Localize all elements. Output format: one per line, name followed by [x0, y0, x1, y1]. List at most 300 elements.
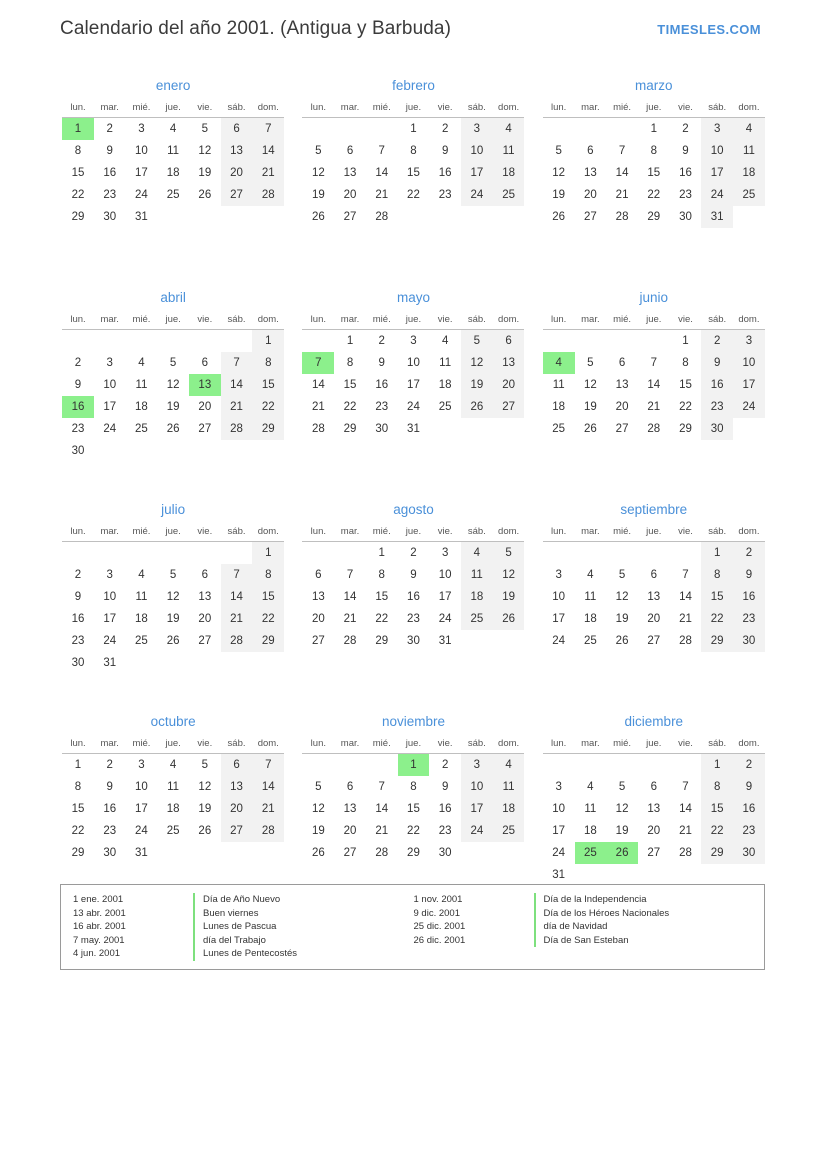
- day-cell[interactable]: 20: [343, 189, 357, 201]
- day-cell[interactable]: 23: [103, 189, 117, 201]
- day-cell[interactable]: 23: [733, 608, 765, 630]
- day-cell[interactable]: 27: [343, 211, 357, 223]
- day-cell[interactable]: 6: [650, 781, 657, 793]
- day-cell[interactable]: 14: [615, 167, 629, 179]
- day-cell[interactable]: 20: [198, 401, 212, 413]
- day-cell[interactable]: 4: [493, 754, 525, 777]
- day-cell[interactable]: 26: [552, 211, 566, 223]
- day-cell[interactable]: 31: [135, 211, 148, 223]
- day-cell[interactable]: 28: [343, 635, 357, 647]
- day-cell[interactable]: 30: [103, 211, 117, 223]
- day-cell[interactable]: 7: [221, 352, 253, 374]
- day-cell[interactable]: 31: [407, 423, 420, 435]
- day-cell[interactable]: 1: [650, 123, 657, 135]
- day-cell[interactable]: 22: [343, 401, 357, 413]
- day-cell-holiday[interactable]: 9: [733, 776, 765, 798]
- day-cell[interactable]: 14: [375, 803, 389, 815]
- day-cell[interactable]: 21: [311, 401, 325, 413]
- day-cell[interactable]: 7: [682, 781, 689, 793]
- day-cell[interactable]: 26: [166, 635, 180, 647]
- day-cell[interactable]: 23: [71, 423, 85, 435]
- day-cell[interactable]: 16: [375, 379, 389, 391]
- day-cell[interactable]: 3: [461, 118, 493, 141]
- day-cell[interactable]: 8: [346, 357, 354, 369]
- day-cell[interactable]: 20: [647, 825, 661, 837]
- day-cell[interactable]: 2: [701, 330, 733, 353]
- day-cell[interactable]: 2: [106, 759, 113, 771]
- day-cell[interactable]: 19: [166, 613, 180, 625]
- day-cell[interactable]: 9: [410, 569, 417, 581]
- day-cell[interactable]: 4: [138, 569, 145, 581]
- day-cell[interactable]: 18: [461, 586, 493, 608]
- day-cell[interactable]: 22: [71, 189, 85, 201]
- day-cell[interactable]: 2: [410, 547, 417, 559]
- day-cell[interactable]: 18: [493, 798, 525, 820]
- day-cell[interactable]: 26: [583, 423, 597, 435]
- day-cell[interactable]: 19: [311, 825, 325, 837]
- day-cell[interactable]: 21: [343, 613, 357, 625]
- day-cell[interactable]: 19: [311, 189, 325, 201]
- day-cell[interactable]: 29: [252, 418, 284, 440]
- day-cell[interactable]: 10: [135, 781, 148, 793]
- day-cell[interactable]: 3: [555, 781, 562, 793]
- day-cell[interactable]: 28: [252, 184, 284, 206]
- day-cell[interactable]: 15: [343, 379, 357, 391]
- day-cell[interactable]: 27: [221, 820, 253, 842]
- day-cell[interactable]: 11: [552, 379, 565, 391]
- day-cell[interactable]: 27: [647, 847, 661, 859]
- day-cell-holiday[interactable]: 25: [575, 842, 607, 864]
- day-cell[interactable]: 26: [166, 423, 180, 435]
- day-cell[interactable]: 17: [461, 798, 493, 820]
- day-cell[interactable]: 17: [103, 401, 117, 413]
- day-cell[interactable]: 22: [701, 820, 733, 842]
- day-cell[interactable]: 12: [311, 167, 325, 179]
- day-cell[interactable]: 15: [701, 798, 733, 820]
- day-cell[interactable]: 24: [103, 635, 117, 647]
- day-cell[interactable]: 9: [441, 145, 449, 157]
- day-cell[interactable]: 5: [315, 781, 322, 793]
- day-cell[interactable]: 10: [438, 569, 452, 581]
- day-cell[interactable]: 24: [135, 189, 148, 201]
- day-cell[interactable]: 27: [221, 184, 253, 206]
- day-cell[interactable]: 23: [679, 189, 692, 201]
- day-cell[interactable]: 1: [701, 754, 733, 777]
- day-cell[interactable]: 24: [103, 423, 117, 435]
- day-cell[interactable]: 21: [252, 162, 284, 184]
- day-cell[interactable]: 19: [461, 374, 493, 396]
- day-cell[interactable]: 31: [552, 869, 566, 881]
- day-cell[interactable]: 16: [438, 803, 452, 815]
- day-cell[interactable]: 26: [311, 847, 325, 859]
- day-cell[interactable]: 8: [701, 776, 733, 798]
- day-cell[interactable]: 8: [74, 781, 82, 793]
- day-cell-holiday[interactable]: 1: [398, 754, 430, 777]
- day-cell[interactable]: 16: [407, 591, 420, 603]
- day-cell[interactable]: 10: [461, 776, 493, 798]
- day-cell[interactable]: 20: [311, 613, 325, 625]
- day-cell[interactable]: 11: [584, 803, 597, 815]
- day-cell[interactable]: 24: [438, 613, 452, 625]
- day-cell[interactable]: 14: [252, 776, 284, 798]
- day-cell[interactable]: 6: [618, 357, 626, 369]
- day-cell[interactable]: 5: [493, 542, 525, 565]
- day-cell[interactable]: 20: [221, 798, 253, 820]
- day-cell[interactable]: 15: [252, 374, 284, 396]
- day-cell[interactable]: 22: [679, 401, 692, 413]
- day-cell[interactable]: 28: [375, 211, 389, 223]
- day-cell[interactable]: 4: [493, 118, 525, 141]
- day-cell[interactable]: 4: [733, 118, 765, 141]
- day-cell[interactable]: 17: [135, 167, 148, 179]
- day-cell[interactable]: 28: [252, 820, 284, 842]
- day-cell[interactable]: 13: [343, 803, 357, 815]
- day-cell[interactable]: 22: [701, 608, 733, 630]
- day-cell[interactable]: 14: [311, 379, 325, 391]
- day-cell[interactable]: 18: [583, 613, 597, 625]
- day-cell[interactable]: 6: [493, 330, 525, 353]
- day-cell[interactable]: 21: [221, 608, 253, 630]
- day-cell[interactable]: 5: [555, 145, 562, 157]
- day-cell[interactable]: 7: [618, 145, 626, 157]
- day-cell[interactable]: 2: [106, 123, 113, 135]
- day-cell[interactable]: 9: [106, 145, 113, 157]
- day-cell[interactable]: 12: [198, 781, 212, 793]
- day-cell[interactable]: 10: [407, 357, 420, 369]
- day-cell[interactable]: 20: [198, 613, 212, 625]
- day-cell[interactable]: 16: [438, 167, 452, 179]
- day-cell[interactable]: 12: [166, 379, 180, 391]
- day-cell[interactable]: 7: [650, 357, 657, 369]
- day-cell[interactable]: 15: [71, 803, 85, 815]
- day-cell[interactable]: 23: [438, 189, 452, 201]
- day-cell[interactable]: 11: [493, 140, 525, 162]
- day-cell-holiday[interactable]: 13: [189, 374, 221, 396]
- day-cell[interactable]: 5: [618, 569, 626, 581]
- day-cell[interactable]: 26: [198, 825, 212, 837]
- day-cell[interactable]: 16: [103, 803, 117, 815]
- day-cell[interactable]: 12: [166, 591, 180, 603]
- day-cell[interactable]: 4: [587, 569, 594, 581]
- day-cell[interactable]: 23: [375, 401, 389, 413]
- day-cell[interactable]: 2: [733, 754, 765, 777]
- day-cell[interactable]: 21: [221, 396, 253, 418]
- day-cell[interactable]: 19: [198, 167, 212, 179]
- day-cell[interactable]: 25: [461, 608, 493, 630]
- day-cell[interactable]: 13: [647, 803, 661, 815]
- day-cell[interactable]: 30: [71, 657, 85, 669]
- day-cell[interactable]: 13: [343, 167, 357, 179]
- day-cell[interactable]: 25: [552, 423, 566, 435]
- day-cell[interactable]: 1: [74, 759, 82, 771]
- day-cell[interactable]: 17: [438, 591, 452, 603]
- day-cell[interactable]: 21: [679, 613, 692, 625]
- day-cell[interactable]: 13: [615, 379, 629, 391]
- day-cell[interactable]: 12: [493, 564, 525, 586]
- day-cell[interactable]: 29: [252, 630, 284, 652]
- day-cell-holiday[interactable]: 7: [302, 352, 334, 374]
- day-cell[interactable]: 27: [198, 423, 212, 435]
- day-cell[interactable]: 1: [682, 335, 689, 347]
- day-cell[interactable]: 30: [733, 630, 765, 652]
- day-cell[interactable]: 18: [733, 162, 765, 184]
- day-cell[interactable]: 18: [166, 167, 180, 179]
- day-cell[interactable]: 9: [106, 781, 113, 793]
- day-cell-holiday[interactable]: 4: [543, 352, 575, 374]
- day-cell[interactable]: 12: [615, 591, 629, 603]
- day-cell[interactable]: 16: [103, 167, 117, 179]
- day-cell[interactable]: 31: [135, 847, 148, 859]
- day-cell[interactable]: 8: [74, 145, 82, 157]
- day-cell[interactable]: 8: [410, 781, 417, 793]
- day-cell[interactable]: 29: [647, 211, 661, 223]
- day-cell[interactable]: 10: [103, 591, 117, 603]
- day-cell[interactable]: 27: [311, 635, 325, 647]
- day-cell[interactable]: 13: [583, 167, 597, 179]
- day-cell[interactable]: 25: [493, 820, 525, 842]
- day-cell[interactable]: 19: [493, 586, 525, 608]
- day-cell[interactable]: 12: [552, 167, 566, 179]
- day-cell[interactable]: 1: [378, 547, 385, 559]
- day-cell[interactable]: 11: [167, 781, 180, 793]
- day-cell[interactable]: 27: [615, 423, 629, 435]
- day-cell[interactable]: 28: [221, 418, 253, 440]
- day-cell[interactable]: 22: [71, 825, 85, 837]
- day-cell[interactable]: 7: [252, 754, 284, 777]
- day-cell[interactable]: 5: [201, 759, 209, 771]
- day-cell[interactable]: 23: [103, 825, 117, 837]
- day-cell[interactable]: 24: [701, 184, 733, 206]
- day-cell[interactable]: 1: [252, 542, 284, 565]
- day-cell[interactable]: 28: [221, 630, 253, 652]
- day-cell[interactable]: 17: [461, 162, 493, 184]
- day-cell[interactable]: 6: [201, 357, 209, 369]
- day-cell[interactable]: 7: [252, 118, 284, 141]
- day-cell[interactable]: 5: [618, 781, 626, 793]
- day-cell[interactable]: 18: [166, 803, 180, 815]
- day-cell[interactable]: 23: [701, 396, 733, 418]
- day-cell[interactable]: 11: [135, 379, 148, 391]
- day-cell[interactable]: 26: [198, 189, 212, 201]
- day-cell[interactable]: 18: [583, 825, 597, 837]
- day-cell[interactable]: 4: [169, 759, 177, 771]
- day-cell[interactable]: 18: [135, 401, 148, 413]
- day-cell[interactable]: 18: [493, 162, 525, 184]
- day-cell[interactable]: 12: [198, 145, 212, 157]
- day-cell[interactable]: 29: [701, 842, 733, 864]
- day-cell[interactable]: 5: [461, 330, 493, 353]
- day-cell[interactable]: 6: [587, 145, 594, 157]
- day-cell[interactable]: 7: [378, 145, 385, 157]
- day-cell[interactable]: 9: [74, 591, 82, 603]
- day-cell[interactable]: 6: [346, 145, 354, 157]
- day-cell[interactable]: 11: [439, 357, 452, 369]
- day-cell[interactable]: 4: [169, 123, 177, 135]
- day-cell[interactable]: 10: [103, 379, 117, 391]
- day-cell[interactable]: 29: [407, 847, 420, 859]
- day-cell[interactable]: 5: [169, 569, 177, 581]
- day-cell[interactable]: 13: [221, 140, 253, 162]
- day-cell[interactable]: 3: [733, 330, 765, 353]
- day-cell[interactable]: 21: [679, 825, 692, 837]
- day-cell[interactable]: 16: [733, 586, 765, 608]
- day-cell[interactable]: 7: [221, 564, 253, 586]
- day-cell[interactable]: 3: [555, 569, 562, 581]
- day-cell[interactable]: 19: [198, 803, 212, 815]
- day-cell[interactable]: 14: [375, 167, 389, 179]
- day-cell[interactable]: 14: [679, 803, 692, 815]
- day-cell[interactable]: 25: [166, 189, 180, 201]
- day-cell[interactable]: 17: [701, 162, 733, 184]
- day-cell-holiday[interactable]: 1: [62, 118, 94, 141]
- day-cell[interactable]: 2: [378, 335, 385, 347]
- day-cell[interactable]: 25: [166, 825, 180, 837]
- day-cell[interactable]: 13: [198, 591, 212, 603]
- day-cell[interactable]: 15: [375, 591, 389, 603]
- day-cell[interactable]: 2: [733, 542, 765, 565]
- day-cell[interactable]: 8: [252, 564, 284, 586]
- day-cell[interactable]: 21: [375, 189, 389, 201]
- day-cell[interactable]: 14: [252, 140, 284, 162]
- day-cell[interactable]: 27: [647, 635, 661, 647]
- day-cell[interactable]: 22: [252, 396, 284, 418]
- day-cell[interactable]: 11: [461, 564, 493, 586]
- day-cell[interactable]: 11: [167, 145, 180, 157]
- day-cell[interactable]: 10: [135, 145, 148, 157]
- day-cell[interactable]: 14: [343, 591, 357, 603]
- day-cell[interactable]: 22: [407, 825, 420, 837]
- day-cell[interactable]: 20: [615, 401, 629, 413]
- day-cell[interactable]: 21: [615, 189, 629, 201]
- day-cell[interactable]: 1: [410, 123, 417, 135]
- day-cell[interactable]: 23: [71, 635, 85, 647]
- day-cell[interactable]: 25: [135, 635, 148, 647]
- day-cell[interactable]: 24: [461, 184, 493, 206]
- day-cell[interactable]: 20: [343, 825, 357, 837]
- day-cell[interactable]: 9: [682, 145, 689, 157]
- day-cell[interactable]: 16: [71, 613, 85, 625]
- day-cell[interactable]: 2: [74, 569, 82, 581]
- day-cell[interactable]: 25: [438, 401, 452, 413]
- day-cell[interactable]: 25: [733, 184, 765, 206]
- day-cell[interactable]: 28: [679, 635, 692, 647]
- day-cell[interactable]: 20: [221, 162, 253, 184]
- day-cell[interactable]: 29: [701, 630, 733, 652]
- day-cell[interactable]: 24: [461, 820, 493, 842]
- day-cell[interactable]: 3: [106, 357, 113, 369]
- day-cell[interactable]: 12: [583, 379, 597, 391]
- day-cell[interactable]: 15: [647, 167, 661, 179]
- day-cell[interactable]: 14: [647, 379, 661, 391]
- day-cell[interactable]: 19: [615, 825, 629, 837]
- day-cell[interactable]: 28: [647, 423, 661, 435]
- day-cell[interactable]: 27: [583, 211, 597, 223]
- day-cell[interactable]: 3: [410, 335, 417, 347]
- day-cell[interactable]: 11: [135, 591, 148, 603]
- day-cell[interactable]: 1: [701, 542, 733, 565]
- day-cell[interactable]: 22: [407, 189, 420, 201]
- day-cell[interactable]: 28: [615, 211, 629, 223]
- day-cell[interactable]: 16: [733, 798, 765, 820]
- day-cell[interactable]: 5: [169, 357, 177, 369]
- day-cell[interactable]: 22: [252, 608, 284, 630]
- day-cell[interactable]: 12: [615, 803, 629, 815]
- day-cell[interactable]: 17: [552, 825, 566, 837]
- day-cell[interactable]: 15: [71, 167, 85, 179]
- day-cell[interactable]: 1: [346, 335, 354, 347]
- day-cell[interactable]: 25: [135, 423, 148, 435]
- day-cell[interactable]: 2: [682, 123, 689, 135]
- day-cell[interactable]: 29: [343, 423, 357, 435]
- day-cell[interactable]: 1: [252, 330, 284, 353]
- day-cell[interactable]: 8: [650, 145, 657, 157]
- day-cell[interactable]: 13: [311, 591, 325, 603]
- day-cell[interactable]: 15: [407, 803, 420, 815]
- day-cell[interactable]: 28: [311, 423, 325, 435]
- day-cell[interactable]: 29: [71, 847, 85, 859]
- day-cell[interactable]: 30: [733, 842, 765, 864]
- day-cell[interactable]: 24: [733, 396, 765, 418]
- day-cell[interactable]: 22: [647, 189, 661, 201]
- day-cell[interactable]: 21: [252, 798, 284, 820]
- day-cell[interactable]: 27: [343, 847, 357, 859]
- day-cell[interactable]: 20: [647, 613, 661, 625]
- day-cell[interactable]: 17: [733, 374, 765, 396]
- day-cell[interactable]: 24: [407, 401, 420, 413]
- day-cell[interactable]: 4: [587, 781, 594, 793]
- day-cell[interactable]: 7: [378, 781, 385, 793]
- day-cell[interactable]: 16: [701, 374, 733, 396]
- day-cell[interactable]: 25: [583, 635, 597, 647]
- day-cell[interactable]: 21: [375, 825, 389, 837]
- day-cell[interactable]: 3: [106, 569, 113, 581]
- day-cell[interactable]: 8: [378, 569, 385, 581]
- day-cell[interactable]: 7: [682, 569, 689, 581]
- day-cell[interactable]: 12: [311, 803, 325, 815]
- day-cell[interactable]: 27: [198, 635, 212, 647]
- day-cell[interactable]: 30: [407, 635, 420, 647]
- day-cell[interactable]: 13: [493, 352, 525, 374]
- day-cell[interactable]: 20: [493, 374, 525, 396]
- day-cell[interactable]: 20: [583, 189, 597, 201]
- day-cell[interactable]: 10: [461, 140, 493, 162]
- day-cell[interactable]: 30: [375, 423, 389, 435]
- day-cell[interactable]: 6: [315, 569, 322, 581]
- day-cell[interactable]: 17: [552, 613, 566, 625]
- day-cell[interactable]: 31: [701, 206, 733, 228]
- day-cell[interactable]: 19: [615, 613, 629, 625]
- day-cell[interactable]: 13: [221, 776, 253, 798]
- day-cell[interactable]: 15: [252, 586, 284, 608]
- day-cell[interactable]: 3: [138, 759, 145, 771]
- day-cell[interactable]: 9: [74, 379, 82, 391]
- day-cell[interactable]: 2: [74, 357, 82, 369]
- day-cell[interactable]: 5: [201, 123, 209, 135]
- day-cell[interactable]: 26: [493, 608, 525, 630]
- day-cell[interactable]: 24: [135, 825, 148, 837]
- day-cell[interactable]: 5: [315, 145, 322, 157]
- day-cell[interactable]: 28: [679, 847, 692, 859]
- day-cell[interactable]: 22: [375, 613, 389, 625]
- day-cell[interactable]: 30: [103, 847, 117, 859]
- day-cell[interactable]: 6: [201, 569, 209, 581]
- day-cell[interactable]: 30: [438, 847, 452, 859]
- day-cell[interactable]: 18: [438, 379, 452, 391]
- day-cell[interactable]: 14: [679, 591, 692, 603]
- day-cell[interactable]: 6: [346, 781, 354, 793]
- day-cell[interactable]: 15: [407, 167, 420, 179]
- day-cell[interactable]: 4: [461, 542, 493, 565]
